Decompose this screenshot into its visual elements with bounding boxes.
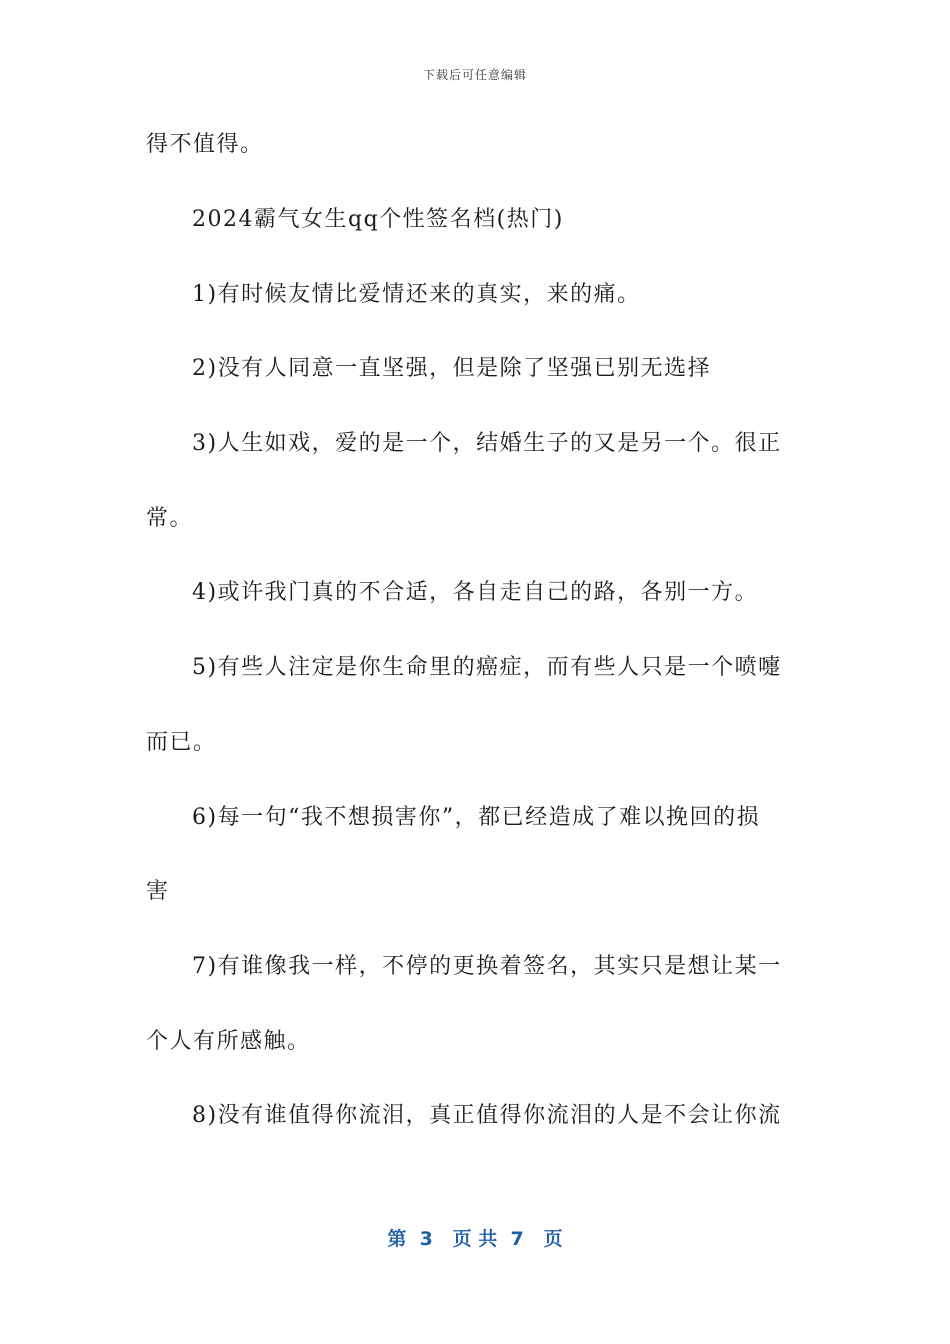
text-line: 8)没有谁值得你流泪，真正值得你流泪的人是不会让你流 [192,1103,782,1128]
text-line: 3)人生如戏，爱的是一个，结婚生子的又是另一个。很正 [192,431,782,456]
text-line: 2)没有人同意一直坚强，但是除了坚强已别无选择 [192,356,712,381]
page-number: 第 3 页 共 7 页 [387,1228,563,1250]
header-note: 下载后可任意编辑 [422,68,527,82]
text-line: 害 [146,879,170,904]
text-line: 2024霸气女生qq个性签名档(热门) [192,207,564,232]
text-line: 常。 [146,506,194,531]
text-line: 6)每一句“我不想损害你”，都已经造成了难以挽回的损 [192,805,761,830]
text-line: 而已。 [146,730,217,755]
text-line: 个人有所感触。 [146,1029,311,1054]
text-line: 5)有些人注定是你生命里的癌症，而有些人只是一个喷嚏 [192,655,782,680]
text-line: 4)或许我门真的不合适，各自走自己的路，各别一方。 [192,580,759,605]
text-line: 1)有时候友情比爱情还来的真实，来的痛。 [192,282,641,307]
text-line: 7)有谁像我一样，不停的更换着签名，其实只是想让某一 [192,954,782,979]
text-line: 得不值得。 [146,132,264,157]
